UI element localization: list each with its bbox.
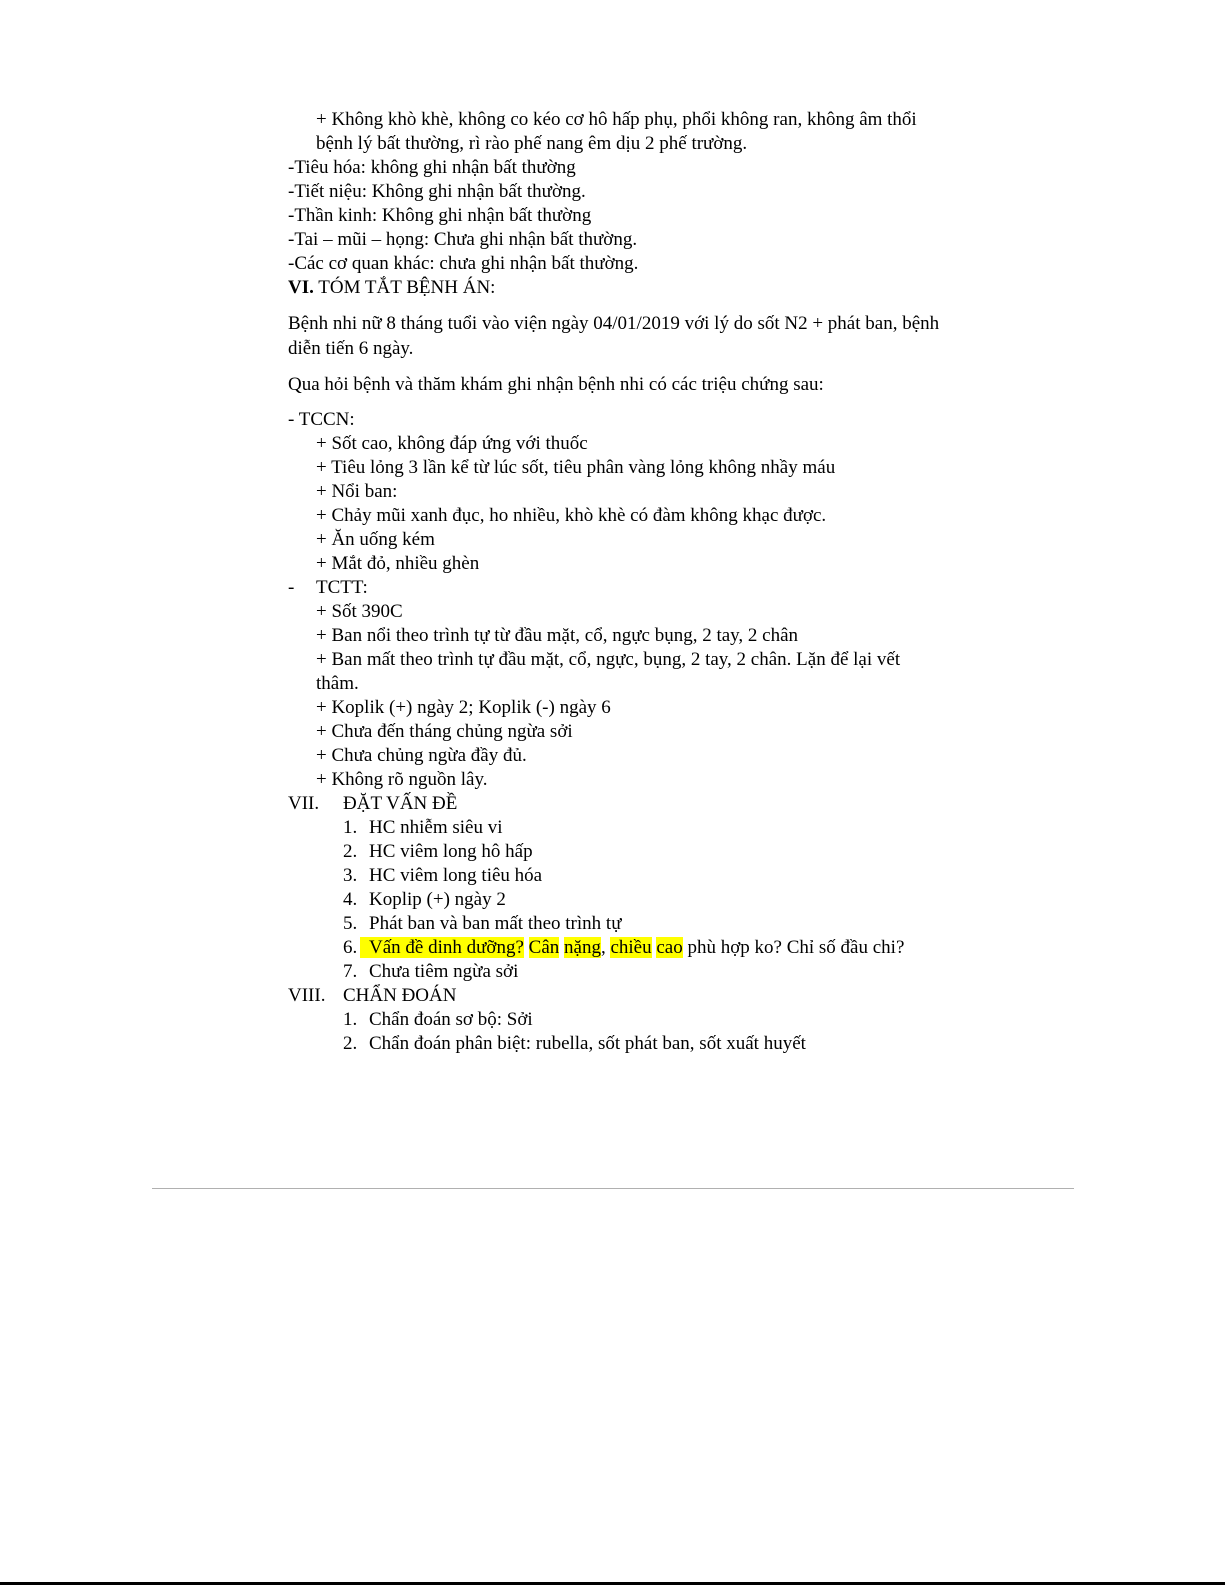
tccn-item: + Sốt cao, không đáp ứng với thuốc bbox=[316, 433, 588, 454]
problem-num: 3. bbox=[343, 865, 358, 886]
tctt-item: + Sốt 390C bbox=[316, 601, 403, 622]
comma: , bbox=[600, 937, 606, 958]
diagnosis-item: Chẩn đoán phân biệt: rubella, sốt phát ban, sốt xuất huyết bbox=[369, 1033, 806, 1054]
tccn-item: + Mắt đỏ, nhiều ghèn bbox=[316, 553, 480, 574]
problems-heading-num: VII. bbox=[288, 793, 320, 814]
problem-item: Chưa tiêm ngừa sởi bbox=[369, 961, 519, 982]
highlight-span: chiều bbox=[610, 937, 652, 958]
problem-item: Koplip (+) ngày 2 bbox=[369, 889, 506, 910]
diagnosis-item: Chẩn đoán sơ bộ: Sởi bbox=[369, 1009, 533, 1030]
exam-other: -Các cơ quan khác: chưa ghi nhận bất thường. bbox=[288, 253, 639, 274]
problem-item-rest: phù hợp ko? Chỉ số đầu chi? bbox=[682, 937, 905, 958]
summary-para1-line2: diễn tiến 6 ngày. bbox=[288, 338, 414, 359]
summary-heading-text: TÓM TẮT BỆNH ÁN: bbox=[313, 277, 496, 298]
tccn-item: + Tiêu lỏng 3 lần kể từ lúc sốt, tiêu phân vàng lỏng không nhầy máu bbox=[316, 457, 836, 478]
diagnosis-num: 1. bbox=[343, 1009, 358, 1030]
problem-num: 7. bbox=[343, 961, 358, 982]
tccn-label: - TCCN: bbox=[288, 409, 355, 430]
exam-digestive: -Tiêu hóa: không ghi nhận bất thường bbox=[288, 157, 576, 178]
problem-num: 5. bbox=[343, 913, 358, 934]
tccn-item: + Chảy mũi xanh đục, ho nhiều, khò khè có đàm không khạc được. bbox=[316, 505, 827, 526]
problem-num: 2. bbox=[343, 841, 358, 862]
exam-urinary: -Tiết niệu: Không ghi nhận bất thường. bbox=[288, 181, 586, 202]
summary-para1-line1: Bệnh nhi nữ 8 tháng tuổi vào viện ngày 04/01/2019 với lý do sốt N2 + phát ban, bệnh bbox=[288, 313, 940, 334]
problem-item: Phát ban và ban mất theo trình tự bbox=[369, 913, 622, 934]
page-divider bbox=[152, 1188, 1074, 1189]
problem-item-highlighted bbox=[360, 936, 904, 960]
tctt-item: + Ban nổi theo trình tự từ đầu mặt, cổ, ngực bụng, 2 tay, 2 chân bbox=[316, 625, 799, 646]
tctt-item: + Chưa đến tháng chủng ngừa sởi bbox=[316, 721, 573, 742]
resp-line-2: bệnh lý bất thường, rì rào phế nang êm dịu 2 phế trường. bbox=[316, 133, 748, 154]
tctt-item: + Chưa chủng ngừa đầy đủ. bbox=[316, 745, 527, 766]
problem-item: HC nhiễm siêu vi bbox=[369, 817, 503, 838]
problem-num: 4. bbox=[343, 889, 358, 910]
diagnosis-heading-num: VIII. bbox=[288, 985, 326, 1006]
problem-item: HC viêm long tiêu hóa bbox=[369, 865, 543, 886]
highlight-span: cao bbox=[656, 937, 683, 958]
highlight-span: Cân bbox=[528, 937, 560, 958]
resp-line-1: + Không khò khè, không co kéo cơ hô hấp phụ, phổi không ran, không âm thổi bbox=[316, 109, 917, 130]
diagnosis-heading: CHẨN ĐOÁN bbox=[343, 985, 457, 1006]
highlight-span: Vấn đề dinh dưỡng? bbox=[360, 937, 524, 958]
highlight-span: nặng bbox=[564, 937, 601, 958]
problems-heading: ĐẶT VẤN ĐỀ bbox=[343, 793, 458, 814]
tctt-item: + Không rõ nguồn lây. bbox=[316, 769, 488, 790]
tccn-item: + Ăn uống kém bbox=[316, 529, 435, 550]
problem-item: HC viêm long hô hấp bbox=[369, 841, 533, 862]
summary-heading-num: VI. bbox=[288, 277, 314, 298]
exam-ent: -Tai – mũi – họng: Chưa ghi nhận bất thường. bbox=[288, 229, 638, 250]
problem-num: 1. bbox=[343, 817, 358, 838]
summary-para2: Qua hỏi bệnh và thăm khám ghi nhận bệnh nhi có các triệu chứng sau: bbox=[288, 374, 824, 395]
tctt-item: + Koplik (+) ngày 2; Koplik (-) ngày 6 bbox=[316, 697, 611, 718]
tccn-item: + Nổi ban: bbox=[316, 481, 398, 502]
tctt-label: TCTT: bbox=[316, 577, 368, 598]
diagnosis-num: 2. bbox=[343, 1033, 358, 1054]
summary-heading bbox=[288, 276, 495, 300]
exam-neuro: -Thần kinh: Không ghi nhận bất thường bbox=[288, 205, 592, 226]
problem-num: 6. bbox=[343, 937, 358, 958]
tctt-item: thâm. bbox=[316, 673, 359, 694]
tctt-item: + Ban mất theo trình tự đầu mặt, cổ, ngực, bụng, 2 tay, 2 chân. Lặn để lại vết bbox=[316, 649, 901, 670]
tctt-dash: - bbox=[288, 577, 295, 598]
